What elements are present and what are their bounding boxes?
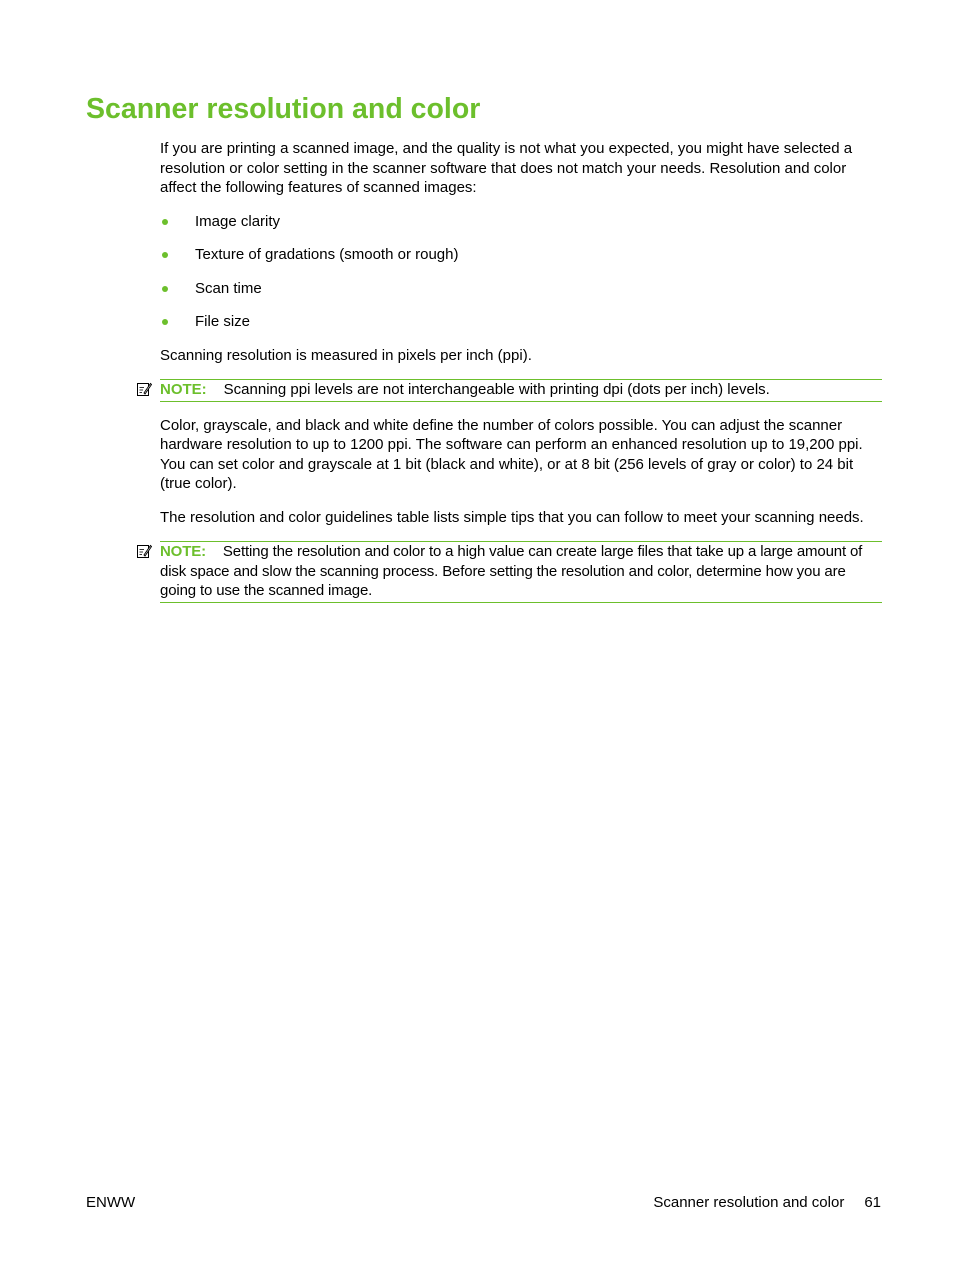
footer-section-title: Scanner resolution and color <box>653 1194 845 1211</box>
color-paragraph: Color, grayscale, and black and white define the number of colors possible. You can adjust the scanner hardware resolution to up to 1200 ppi. The software can perform an enhanced resolution up to 19,200 ppi. You can set color and grayscale at 1 bit (black and white), or at 8 bit (256 levels of gray or color) to 24 bit (true color). <box>160 416 863 492</box>
note-text: Scanning ppi levels are not interchangeable with printing dpi (dots per inch) levels. <box>223 381 770 398</box>
note-pencil-icon <box>136 543 152 559</box>
bullet-icon <box>162 252 168 258</box>
list-item <box>160 245 882 265</box>
main-content <box>160 139 882 617</box>
footer-left: ENWW <box>86 1194 136 1211</box>
note-text: Setting the resolution and color to a high value can create large files that take up a large amount of disk space and slow the scanning process. Before setting the resolution and color, determine how you are going to use the scanned image. <box>160 543 863 599</box>
note-pencil-icon <box>136 381 152 397</box>
list-item-text: Scan time <box>195 279 262 297</box>
intro-paragraph: If you are printing a scanned image, and the quality is not what you expected, you might have selected a resolution or color setting in the scanner software that does not match your needs. Resolution and color affect the following features of scanned images: <box>160 140 853 196</box>
list-item-text: Image clarity <box>195 212 281 230</box>
table-paragraph: The resolution and color guidelines table lists simple tips that you can follow to meet your scanning needs. <box>160 508 864 526</box>
bullet-icon <box>162 286 168 292</box>
list-item <box>160 279 882 299</box>
measure-paragraph: Scanning resolution is measured in pixels per inch (ppi). <box>160 346 532 364</box>
bullet-icon <box>162 319 168 325</box>
footer-right <box>653 1193 881 1212</box>
list-item-text: File size <box>195 313 251 330</box>
feature-list <box>160 212 882 332</box>
note-label: NOTE: <box>160 543 206 560</box>
bullet-icon <box>162 219 168 225</box>
page-number: 61 <box>864 1194 881 1211</box>
note-box-file-size <box>160 541 882 603</box>
note-label: NOTE: <box>160 381 207 398</box>
list-item-text: Texture of gradations (smooth or rough) <box>195 246 459 263</box>
page-title: Scanner resolution and color <box>86 93 481 125</box>
note-box-ppi <box>160 379 882 402</box>
list-item <box>160 212 882 232</box>
list-item <box>160 312 882 332</box>
